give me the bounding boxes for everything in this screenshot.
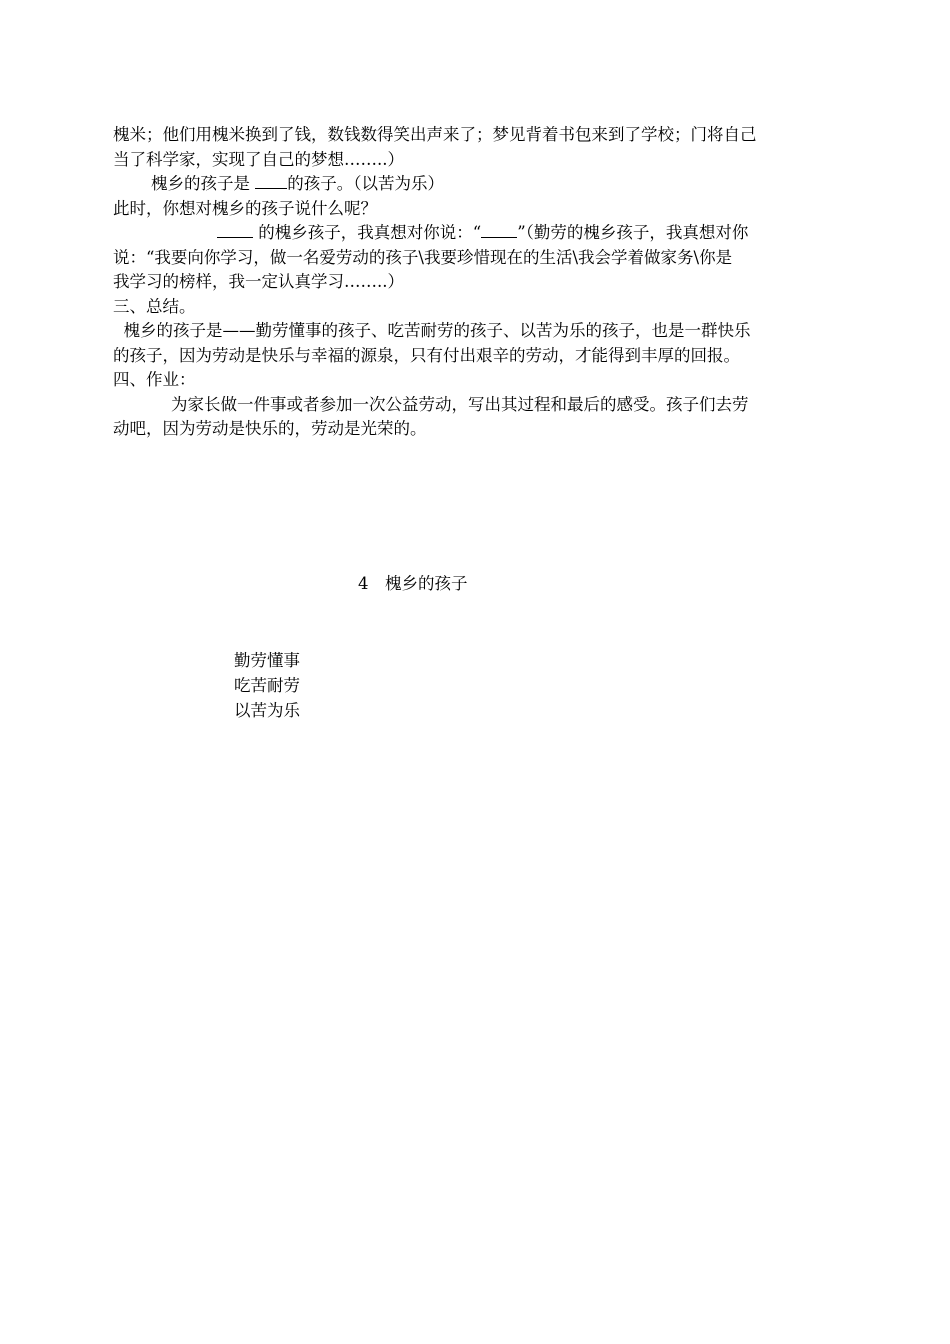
- lesson-text-block: [113, 123, 843, 442]
- blank-line: [217, 222, 253, 238]
- paragraph-line: 说：“我要向你学习，做一名爱劳动的孩子\我要珍惜现在的生活\我会学着做家务\你是: [113, 247, 733, 267]
- blank-line: [481, 222, 517, 238]
- section-heading: 三、总结。: [113, 296, 196, 316]
- question-line: 此时，你想对槐乡的孩子说什么呢？: [113, 198, 377, 218]
- speech-end: ”（勤劳的槐乡孩子，我真想对你: [517, 223, 749, 242]
- paragraph-line: 槐米；他们用槐米换到了钱，数钱数得笑出声来了；梦见背着书包来到了学校；门将自己: [113, 125, 757, 144]
- paragraph-line: 我学习的榜样，我一定认真学习……..）: [113, 272, 404, 291]
- section-heading: 四、作业：: [113, 370, 196, 389]
- blank-line: [255, 173, 287, 189]
- paragraph-line: 为家长做一件事或者参加一次公益劳动，写出其过程和最后的感受。孩子们去劳: [171, 394, 749, 414]
- speech-mid: 的槐乡孩子，我真想对你说：“: [253, 223, 482, 242]
- speech-sentence: [113, 221, 843, 246]
- fill-blank-sentence: [113, 172, 843, 197]
- blackboard-item: 以苦为乐: [234, 701, 300, 720]
- fill-sentence-prefix: 槐乡的孩子是: [151, 174, 256, 193]
- paragraph-line: 槐乡的孩子是——勤劳懂事的孩子、吃苦耐劳的孩子、以苦为乐的孩子，也是一群快乐: [113, 321, 751, 340]
- blackboard-item: 勤劳懂事: [234, 651, 300, 670]
- fill-sentence-suffix: 的孩子。（以苦为乐）: [287, 174, 444, 193]
- blackboard-title: 4 槐乡的孩子: [358, 574, 468, 593]
- paragraph-line: 当了科学家，实现了自己的梦想……..）: [113, 149, 404, 169]
- blackboard-item: 吃苦耐劳: [234, 676, 300, 695]
- paragraph-line: 的孩子，因为劳动是快乐与幸福的源泉，只有付出艰辛的劳动，才能得到丰厚的回报。: [113, 345, 740, 365]
- blackboard-list: [234, 648, 300, 723]
- paragraph-line: 动吧，因为劳动是快乐的，劳动是光荣的。: [113, 419, 427, 438]
